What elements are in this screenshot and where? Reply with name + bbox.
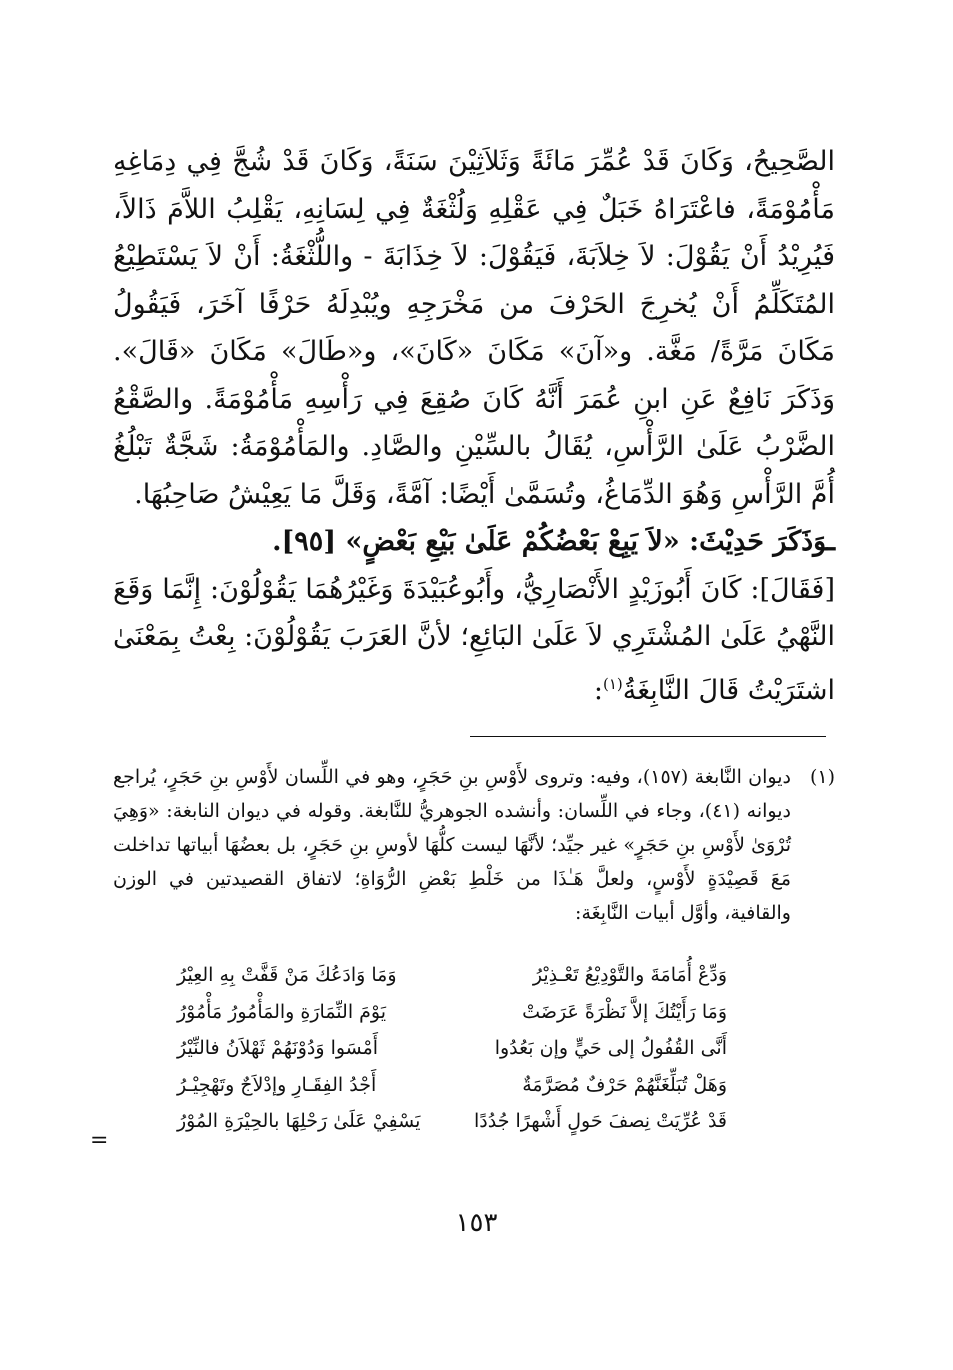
footnote: [113, 760, 835, 930]
body-paragraph-2: [113, 566, 835, 715]
poem-verse: [177, 994, 727, 1031]
body-colon: :: [593, 674, 603, 706]
hadith-heading: ـوَذَكَرَ حَدِيْثَ: «لاَ يَبِعْ بَعْضُكُمْ عَلَىٰ بَيْعِ بَعْضٍ» [٩٥].: [272, 526, 835, 557]
verse-first-half: أَنَّى القُفُولُ إلى حَيٍّ وإن بَعُدُوا: [494, 1037, 727, 1059]
verse-first-half: وَهَلْ تُبَلِّغَنَّهُمْ حَرْفٌ مُصَرَّمَةٌ: [522, 1073, 727, 1096]
main-text: [113, 138, 835, 714]
footnote-number: (١): [809, 766, 835, 788]
poem-verse: [177, 957, 727, 994]
footnote-row: [113, 760, 835, 930]
page-number: ١٥٣: [455, 1208, 498, 1238]
verse-first-half: قَدْ عُرِّيَتْ نِصفَ حَولٍ أَشْهرًا جُدُدًا: [474, 1110, 727, 1132]
poem-verse: [177, 1067, 727, 1104]
verse-second-half: يَوْمَ النِّمَارَةِ والمَأْمُورُ مَأْمُوْرُ: [177, 1000, 387, 1023]
continuation-mark: =: [90, 1128, 109, 1153]
verse-first-half: وَدِّعْ أُمَامَةَ والتَّوْدِيْعُ تَعْـذِيْرُ: [532, 964, 727, 986]
poem-verses: [177, 957, 727, 1140]
verse-first-half: وَمَا رَأَيْتُكَ إلاَّ نَظْرَةً عَرَضَتْ: [522, 1000, 727, 1023]
verse-second-half: وَمَا وَادَعُكَ مَنْ قَفَّتْ بِهِ العِيْرُ: [177, 964, 397, 986]
footnote-text: ديوان النَّابغة (١٥٧)، وفيه: وتروى لأَوْسِ بنِ حَجَرٍ، وهو في اللِّسان لأَوْسِ بنِ حَجَرٍ، يُراجع ديوانه (٤١)، وجاء في اللِّسان: وأنشده الجوهريُّ للنَّابغة. وقوله في ديوان النابغة: «وَهِيَ تُرْوَىٰ لأَوْسِ بنِ حَجَرٍ» غير جيِّد؛ لأنَّهَا ليست كلُّهَا لأوسِ بنِ حَجَرٍ، بل بعضُهَا أبياتها تداخلت مَعَ قَصِيْدَةٍ لأَوْسٍ، ولعلَّ هَـٰذَا من خَلْطِ بَعْضِ الرُّوَاةِ؛ لاتفاق القصيدتين في الوزن والقافية، وأوَّل أبيات النَّابِغَة:: [113, 766, 791, 924]
body-paragraph-2-text: [فَقَالَ]: كَانَ أَبُوزَيْدٍ الأَنْصَارِيُّ، وأَبُوعُبَيْدَةَ وَغَيْرُهُمَا يَقُوْلُوْنَ: إِنَّمَا وَقَعَ النَّهْيُ عَلَىٰ المُشْتَرِي لاَ عَلَىٰ البَائِعِ؛ لأنَّ العَرَبَ يَقُوْلُوْنَ: بِعْتُ بِمَعْنَىٰ اشتَرَيْتُ قَالَ النَّابِغَةُ: [113, 573, 835, 706]
footnote-marker[interactable]: (١): [602, 674, 623, 693]
footnote-separator: [470, 736, 826, 737]
verse-second-half: أَجْدُ الفِقَـارِ وإدْلاَجٌ وتَهْجِيْـرُ: [177, 1073, 377, 1096]
verse-second-half: أَمْسَوا وَدُوْنَهُمْ ثَهْلاَنُ فالنِّيْرُ: [177, 1037, 379, 1059]
body-paragraph-1: الصَّحِيحُ، وَكَانَ قَدْ عُمِّرَ مَائَةً وَثَلاَثِيْنَ سَنَةً، وَكَانَ قَدْ شُجَّ فِي دِمَاغِهِ مَأْمُوْمَةً، فاعْتَرَاهُ خَبَلٌ فِي عَقْلِهِ وَلُثْغَةٌ فِي لِسَانِهِ، يَقْلِبُ اللاَّمَ ذَالاً، فَيُرِيْدُ أَنْ يَقُوْلَ: لاَ خِلاَبَةَ، فَيَقُوْلَ: لاَ خِذَابَةَ - واللُّثْغَةُ: أَنْ لاَ يَسْتَطِيْعُ المُتَكَلِّمُ أَنْ يُخرِجَ الحَرْفَ من مَخْرَجِهِ ويُبْدِلَهُ حَرْفًا آخَرَ، فَيَقُولُ مَكَانَ مَرَّةً/ مَغَّة. و«آنَ» مَكَانَ «كَانَ»، و«طَالَ» مَكَانَ «قَالَ». وَذَكَرَ نَافِعٌ عَنِ ابنِ عُمَرَ أَنَّهُ كَانَ صُقِعَ فِي رَأْسِهِ مَأْمُوْمَةً. والصَّقْعُ الضَّرْبُ عَلَىٰ الرَّأْسِ، يُقَالُ بالسِّيْنِ والصَّادِ. والمَأْمُوْمَةُ: شَجَّةٌ تَبْلُغُ أُمَّ الرَّأْسِ وَهُوَ الدِّمَاغُ، وتُسَمَّىٰ أَيْضًا: آمَّةً، وَقَلَّ مَا يَعِيْشُ صَاحِبُهَا.: [113, 146, 835, 510]
verse-second-half: يَسْفِيْ عَلَىٰ رَحْلِهَا بالحِيْرَةِ المُوْرُ: [177, 1110, 421, 1132]
poem-verse: [177, 1030, 727, 1067]
poem-verse: [177, 1103, 727, 1140]
